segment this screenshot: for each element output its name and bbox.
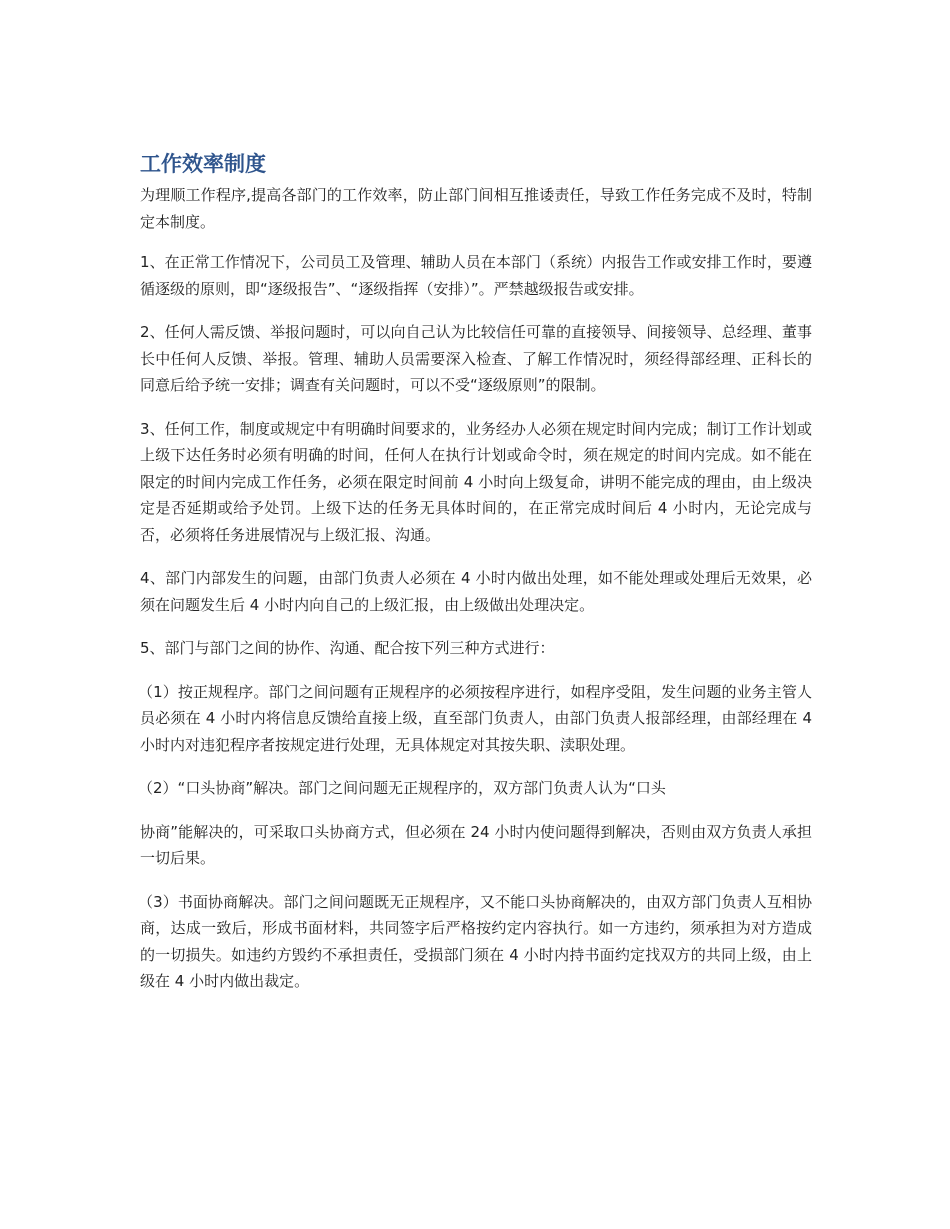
- rule-2-paragraph: 2、任何人需反馈、举报问题时，可以向自己认为比较信任可靠的直接领导、间接领导、总经理、董事长中任何人反馈、举报。管理、辅助人员需要深入检查、了解工作情况时，须经得部经理、正科长的同意后给予统一安排；调查有关问题时，可以不受“逐级原则”的限制。: [140, 323, 812, 394]
- rule-5-method-1-paragraph: （1）按正规程序。部门之间问题有正规程序的必须按程序进行，如程序受阻，发生问题的业务主管人员必须在 4 小时内将信息反馈给直接上级，直至部门负责人，由部门负责人报部经理，由部经理在 4 小时内对违犯程序者按规定进行处理，无具体规定对其按失职、渎职处理。: [138, 682, 812, 754]
- rule-5-paragraph: 5、部门与部门之间的协作、沟通、配合按下列三种方式进行：: [140, 639, 555, 657]
- rule-5-method-3-paragraph: （3）书面协商解决。部门之间问题既无正规程序，又不能口头协商解决的，由双方部门负责人互相协商，达成一致后，形成书面材料，共同签字后严格按约定内容执行。如一方违约，须承担为对方造成的一切损失。如违约方毁约不承担责任，受损部门须在 4 小时内持书面约定找双方的共同上级，由上级在 4 小时内做出裁定。: [138, 892, 812, 990]
- rule-5-method-2-paragraph: （2）“口头协商”解决。部门之间问题无正规程序的，双方部门负责人认为“口头: [138, 779, 666, 797]
- document-title: 工作效率制度: [140, 152, 266, 176]
- rule-3-paragraph: 3、任何工作，制度或规定中有明确时间要求的，业务经办人必须在规定时间内完成；制订工作计划或上级下达任务时必须有明确的时间，任何人在执行计划或命令时，须在规定的时间内完成。如不能在限定的时间内完成工作任务，必须在限定时间前 4 小时向上级复命，讲明不能完成的理由，由上级决定是否延期或给予处罚。上级下达的任务无具体时间的，在正常完成时间后 4 小时内，无论完成与否，必须将任务进展情况与上级汇报、沟通。: [140, 419, 812, 544]
- rule-5-method-2-continued-paragraph: 协商”能解决的，可采取口头协商方式，但必须在 24 小时内使问题得到解决，否则由双方负责人承担一切后果。: [140, 822, 812, 867]
- document-page: [140, 148, 812, 1012]
- intro-paragraph: 为理顺工作程序,提高各部门的工作效率，防止部门间相互推诿责任，导致工作任务完成不及时，特制定本制度。: [140, 186, 812, 231]
- rule-4-paragraph: 4、部门内部发生的问题，由部门负责人必须在 4 小时内做出处理，如不能处理或处理后无效果，必须在问题发生后 4 小时内向自己的上级汇报，由上级做出处理决定。: [140, 569, 812, 614]
- rule-1-paragraph: 1、在正常工作情况下，公司员工及管理、辅助人员在本部门（系统）内报告工作或安排工作时，要遵循逐级的原则，即“逐级报告”、“逐级指挥（安排）”。严禁越级报告或安排。: [140, 253, 812, 298]
